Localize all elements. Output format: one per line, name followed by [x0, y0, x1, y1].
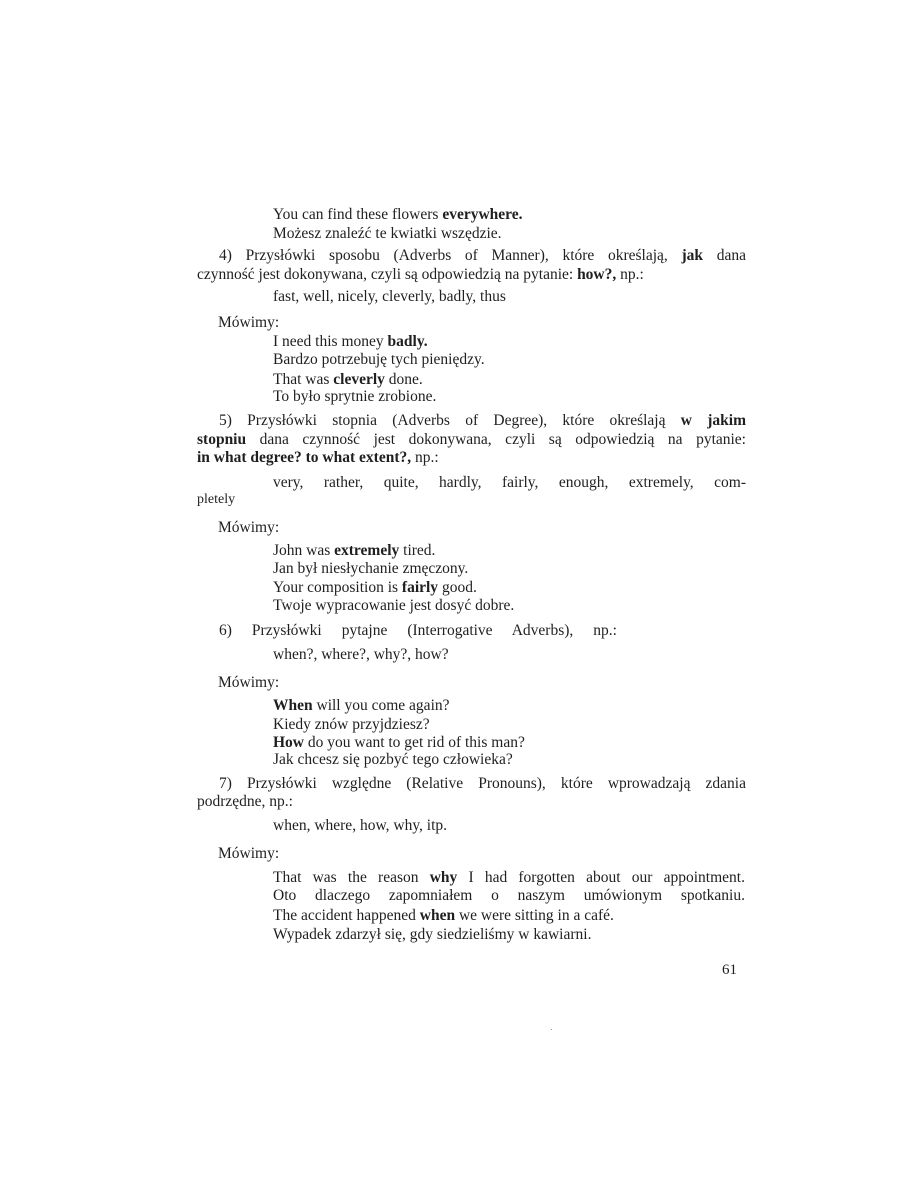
- word-list: fast, well, nicely, cleverly, badly, thus: [273, 288, 506, 305]
- section-7-heading-cont: podrzędne, np.:: [197, 793, 293, 810]
- example-line: That was cleverly done.: [273, 371, 423, 388]
- page-number: 61: [722, 962, 737, 978]
- example-line: Możesz znaleźć te kwiatki wszędzie.: [273, 225, 502, 242]
- example-line: Jak chcesz się pozbyć tego człowieka?: [273, 751, 513, 768]
- example-line: You can find these flowers everywhere.: [273, 206, 523, 223]
- example-line: Oto dlaczego zapomniałem o naszym umówionym spotkaniu.: [273, 887, 745, 904]
- example-line: The accident happened when we were sitting in a café.: [273, 907, 614, 924]
- word-list-cont: pletely: [197, 492, 236, 507]
- example-line: That was the reason why I had forgotten about our appointment.: [273, 869, 745, 886]
- section-5-heading: 5) Przysłówki stopnia (Adverbs of Degree), które określają w jakim: [219, 412, 746, 429]
- mowimy-label: Mówimy:: [218, 845, 280, 862]
- example-line: Jan był niesłychanie zmęczony.: [273, 560, 469, 577]
- section-4-heading-cont: czynność jest dokonywana, czyli są odpowiedzią na pytanie: how?, np.:: [197, 266, 644, 283]
- example-line: When will you come again?: [273, 697, 450, 714]
- example-line: Bardzo potrzebuję tych pieniędzy.: [273, 351, 485, 368]
- example-line: Wypadek zdarzył się, gdy siedzieliśmy w kawiarni.: [273, 926, 592, 943]
- word-list: very, rather, quite, hardly, fairly, enough, extremely, com-: [273, 474, 746, 491]
- example-line: John was extremely tired.: [273, 542, 436, 559]
- section-4-heading: 4) Przysłówki sposobu (Adverbs of Manner), które określają, jak dana: [219, 247, 746, 264]
- mowimy-label: Mówimy:: [218, 314, 280, 331]
- word-list: when?, where?, why?, how?: [273, 646, 449, 663]
- section-7-heading: 7) Przysłówki względne (Relative Pronouns), które wprowadzają zdania: [219, 775, 746, 792]
- example-line: To było sprytnie zrobione.: [273, 388, 437, 405]
- section-6-heading: 6) Przysłówki pytajne (Interrogative Adverbs), np.:: [219, 622, 617, 639]
- example-line: Your composition is fairly good.: [273, 579, 477, 596]
- example-line: I need this money badly.: [273, 333, 428, 350]
- mowimy-label: Mówimy:: [218, 674, 280, 691]
- word-list: when, where, how, why, itp.: [273, 817, 448, 834]
- example-line: How do you want to get rid of this man?: [273, 734, 525, 751]
- mowimy-label: Mówimy:: [218, 519, 280, 536]
- example-line: Kiedy znów przyjdziesz?: [273, 716, 430, 733]
- section-5-heading-cont: in what degree? to what extent?, np.:: [197, 449, 439, 466]
- example-line: Twoje wypracowanie jest dosyć dobre.: [273, 597, 515, 614]
- scan-speck: [551, 1029, 552, 1030]
- section-5-heading-cont: stopniu dana czynność jest dokonywana, czyli są odpowiedzią na pytanie:: [197, 431, 746, 448]
